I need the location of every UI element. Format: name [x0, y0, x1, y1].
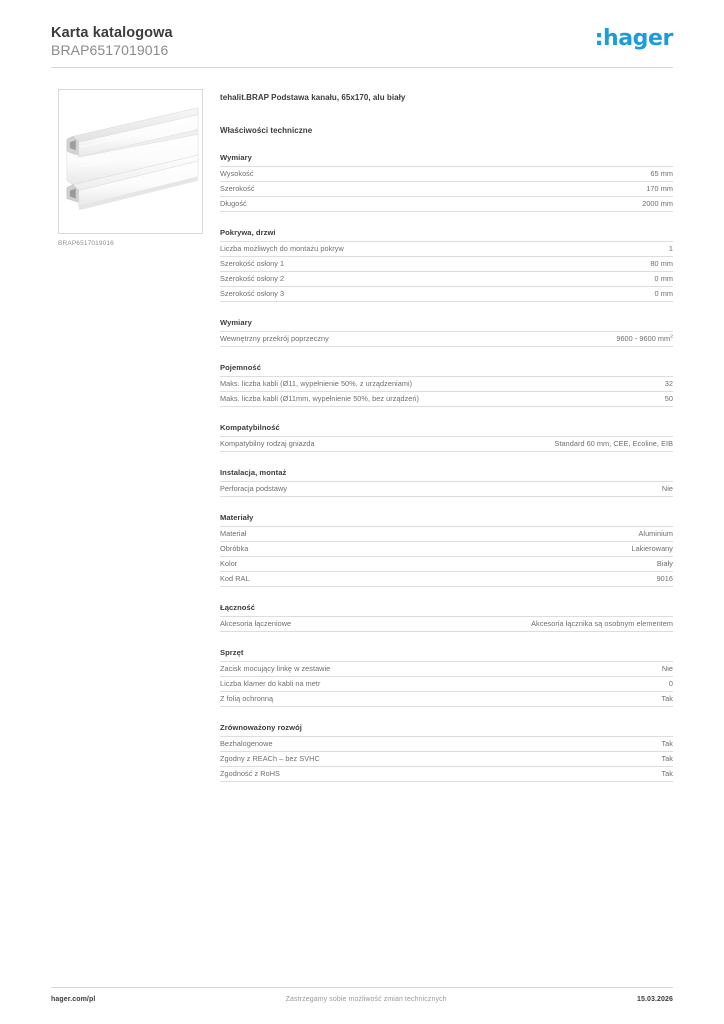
spec-group [220, 723, 673, 782]
table-row [220, 572, 673, 587]
table-row [220, 737, 673, 752]
table-row [220, 437, 673, 452]
spec-value: 0 [447, 677, 674, 692]
spec-value: 2000 mm [447, 197, 674, 212]
page-title: Karta katalogowa [51, 25, 173, 41]
spec-group [220, 603, 673, 632]
spec-table [220, 616, 673, 632]
spec-group-title: Pojemność [220, 363, 261, 372]
table-row [220, 767, 673, 782]
spec-value: 9016 [447, 572, 674, 587]
spec-label: Bezhalogenowe [220, 737, 447, 752]
spec-group [220, 468, 673, 497]
spec-value: Akcesoria łącznika są osobnym elementem [447, 617, 674, 632]
spec-value: Aluminium [447, 527, 674, 542]
table-row [220, 752, 673, 767]
spec-value: 50 [447, 392, 674, 407]
spec-label: Zgodny z REACh – bez SVHC [220, 752, 447, 767]
table-row [220, 482, 673, 497]
spec-value: Nie [447, 482, 674, 497]
header-divider [51, 67, 673, 68]
spec-table [220, 526, 673, 587]
spec-group [220, 318, 673, 347]
table-row [220, 662, 673, 677]
table-row [220, 272, 673, 287]
spec-value: Tak [447, 692, 674, 707]
spec-group-title: Sprzęt [220, 648, 244, 657]
spec-value: Standard 60 mm, CEE, Ecoline, EIB [447, 437, 674, 452]
spec-group [220, 648, 673, 707]
table-row [220, 557, 673, 572]
spec-group-title: Instalacja, montaż [220, 468, 287, 477]
page-subtitle-article-number: BRAP6517019016 [51, 42, 169, 58]
spec-group [220, 153, 673, 212]
spec-label: Liczba klamer do kabli na metr [220, 677, 447, 692]
spec-label: Szerokość osłony 1 [220, 257, 447, 272]
footer-disclaimer: Zastrzegamy sobie możliwość zmian technicznych [285, 996, 447, 1003]
spec-label: Liczba możliwych do montażu pokryw [220, 242, 447, 257]
footer-divider [51, 987, 673, 988]
spec-label: Z folią ochronną [220, 692, 447, 707]
spec-label: Maks. liczba kabli (Ø11mm, wypełnienie 50%, bez urządzeń) [220, 392, 447, 407]
spec-value: Tak [447, 752, 674, 767]
spec-label: Wysokość [220, 167, 447, 182]
footer-date: 15.03.2026 [636, 996, 673, 1003]
table-row [220, 242, 673, 257]
table-row [220, 542, 673, 557]
spec-group [220, 513, 673, 587]
product-illustration [59, 90, 202, 233]
spec-label: Szerokość osłony 2 [220, 272, 447, 287]
table-row [220, 377, 673, 392]
spec-value-superscript: 2 [670, 334, 673, 340]
spec-group-title: Zrównoważony rozwój [220, 723, 302, 732]
spec-groups [220, 153, 673, 782]
spec-group [220, 423, 673, 452]
spec-label: Długość [220, 197, 447, 212]
hager-logo: :hager [594, 26, 673, 51]
spec-table [220, 241, 673, 302]
spec-value: Tak [447, 767, 674, 782]
spec-value: Biały [447, 557, 674, 572]
spec-value: 32 [447, 377, 674, 392]
product-image-caption: BRAP6517019016 [58, 240, 114, 247]
table-row [220, 332, 673, 347]
table-row [220, 257, 673, 272]
spec-group [220, 228, 673, 302]
spec-table [220, 331, 673, 347]
spec-table [220, 736, 673, 782]
table-row [220, 617, 673, 632]
spec-label: Obróbka [220, 542, 447, 557]
spec-label: Akcesoria łączeniowe [220, 617, 447, 632]
page-footer [51, 996, 673, 1003]
spec-label: Zgodność z RoHS [220, 767, 447, 782]
table-row [220, 287, 673, 302]
spec-table [220, 376, 673, 407]
spec-label: Maks. liczba kabli (Ø11, wypełnienie 50%, z urządzeniami) [220, 377, 447, 392]
spec-group-title: Wymiary [220, 318, 252, 327]
spec-group-title: Wymiary [220, 153, 252, 162]
spec-label: Kod RAL [220, 572, 447, 587]
product-image-frame [58, 89, 203, 234]
document-titles [51, 25, 173, 59]
spec-table [220, 481, 673, 497]
table-row [220, 677, 673, 692]
spec-group [220, 363, 673, 407]
spec-table [220, 166, 673, 212]
spec-label: Kompatybilny rodzaj gniazda [220, 437, 447, 452]
spec-value: 65 mm [447, 167, 674, 182]
page-header [51, 25, 673, 67]
spec-value: 9600 - 9600 $mm^2$ [447, 332, 674, 347]
footer-website[interactable]: hager.com/pl [51, 996, 96, 1003]
table-row [220, 167, 673, 182]
spec-label: Materiał [220, 527, 447, 542]
spec-table [220, 661, 673, 707]
table-row [220, 692, 673, 707]
table-row [220, 527, 673, 542]
spec-label: Zacisk mocujący linkę w zestawie [220, 662, 447, 677]
spec-value: Lakierowany [447, 542, 674, 557]
spec-value: 0 mm [447, 272, 674, 287]
spec-label: Wewnętrzny przekrój poprzeczny [220, 332, 447, 347]
spec-value: 1 [447, 242, 674, 257]
spec-label: Szerokość [220, 182, 447, 197]
spec-group-title: Kompatybilność [220, 423, 280, 432]
product-name: tehalit.BRAP Podstawa kanału, 65x170, alu biały [220, 93, 406, 102]
spec-label: Kolor [220, 557, 447, 572]
spec-value: Tak [447, 737, 674, 752]
table-row [220, 197, 673, 212]
spec-group-title: Łączność [220, 603, 256, 612]
spec-value: Nie [447, 662, 674, 677]
spec-label: Szerokość osłony 3 [220, 287, 447, 302]
product-image-column [58, 89, 205, 247]
table-row [220, 182, 673, 197]
spec-table [220, 436, 673, 452]
spec-value: 170 mm [447, 182, 674, 197]
specifications-column [220, 92, 673, 782]
technical-properties-heading: Właściwości techniczne [220, 126, 313, 135]
spec-value: 0 mm [447, 287, 674, 302]
spec-label: Perforacja podstawy [220, 482, 447, 497]
table-row [220, 392, 673, 407]
spec-group-title: Materiały [220, 513, 254, 522]
spec-group-title: Pokrywa, drzwi [220, 228, 276, 237]
spec-value: 80 mm [447, 257, 674, 272]
